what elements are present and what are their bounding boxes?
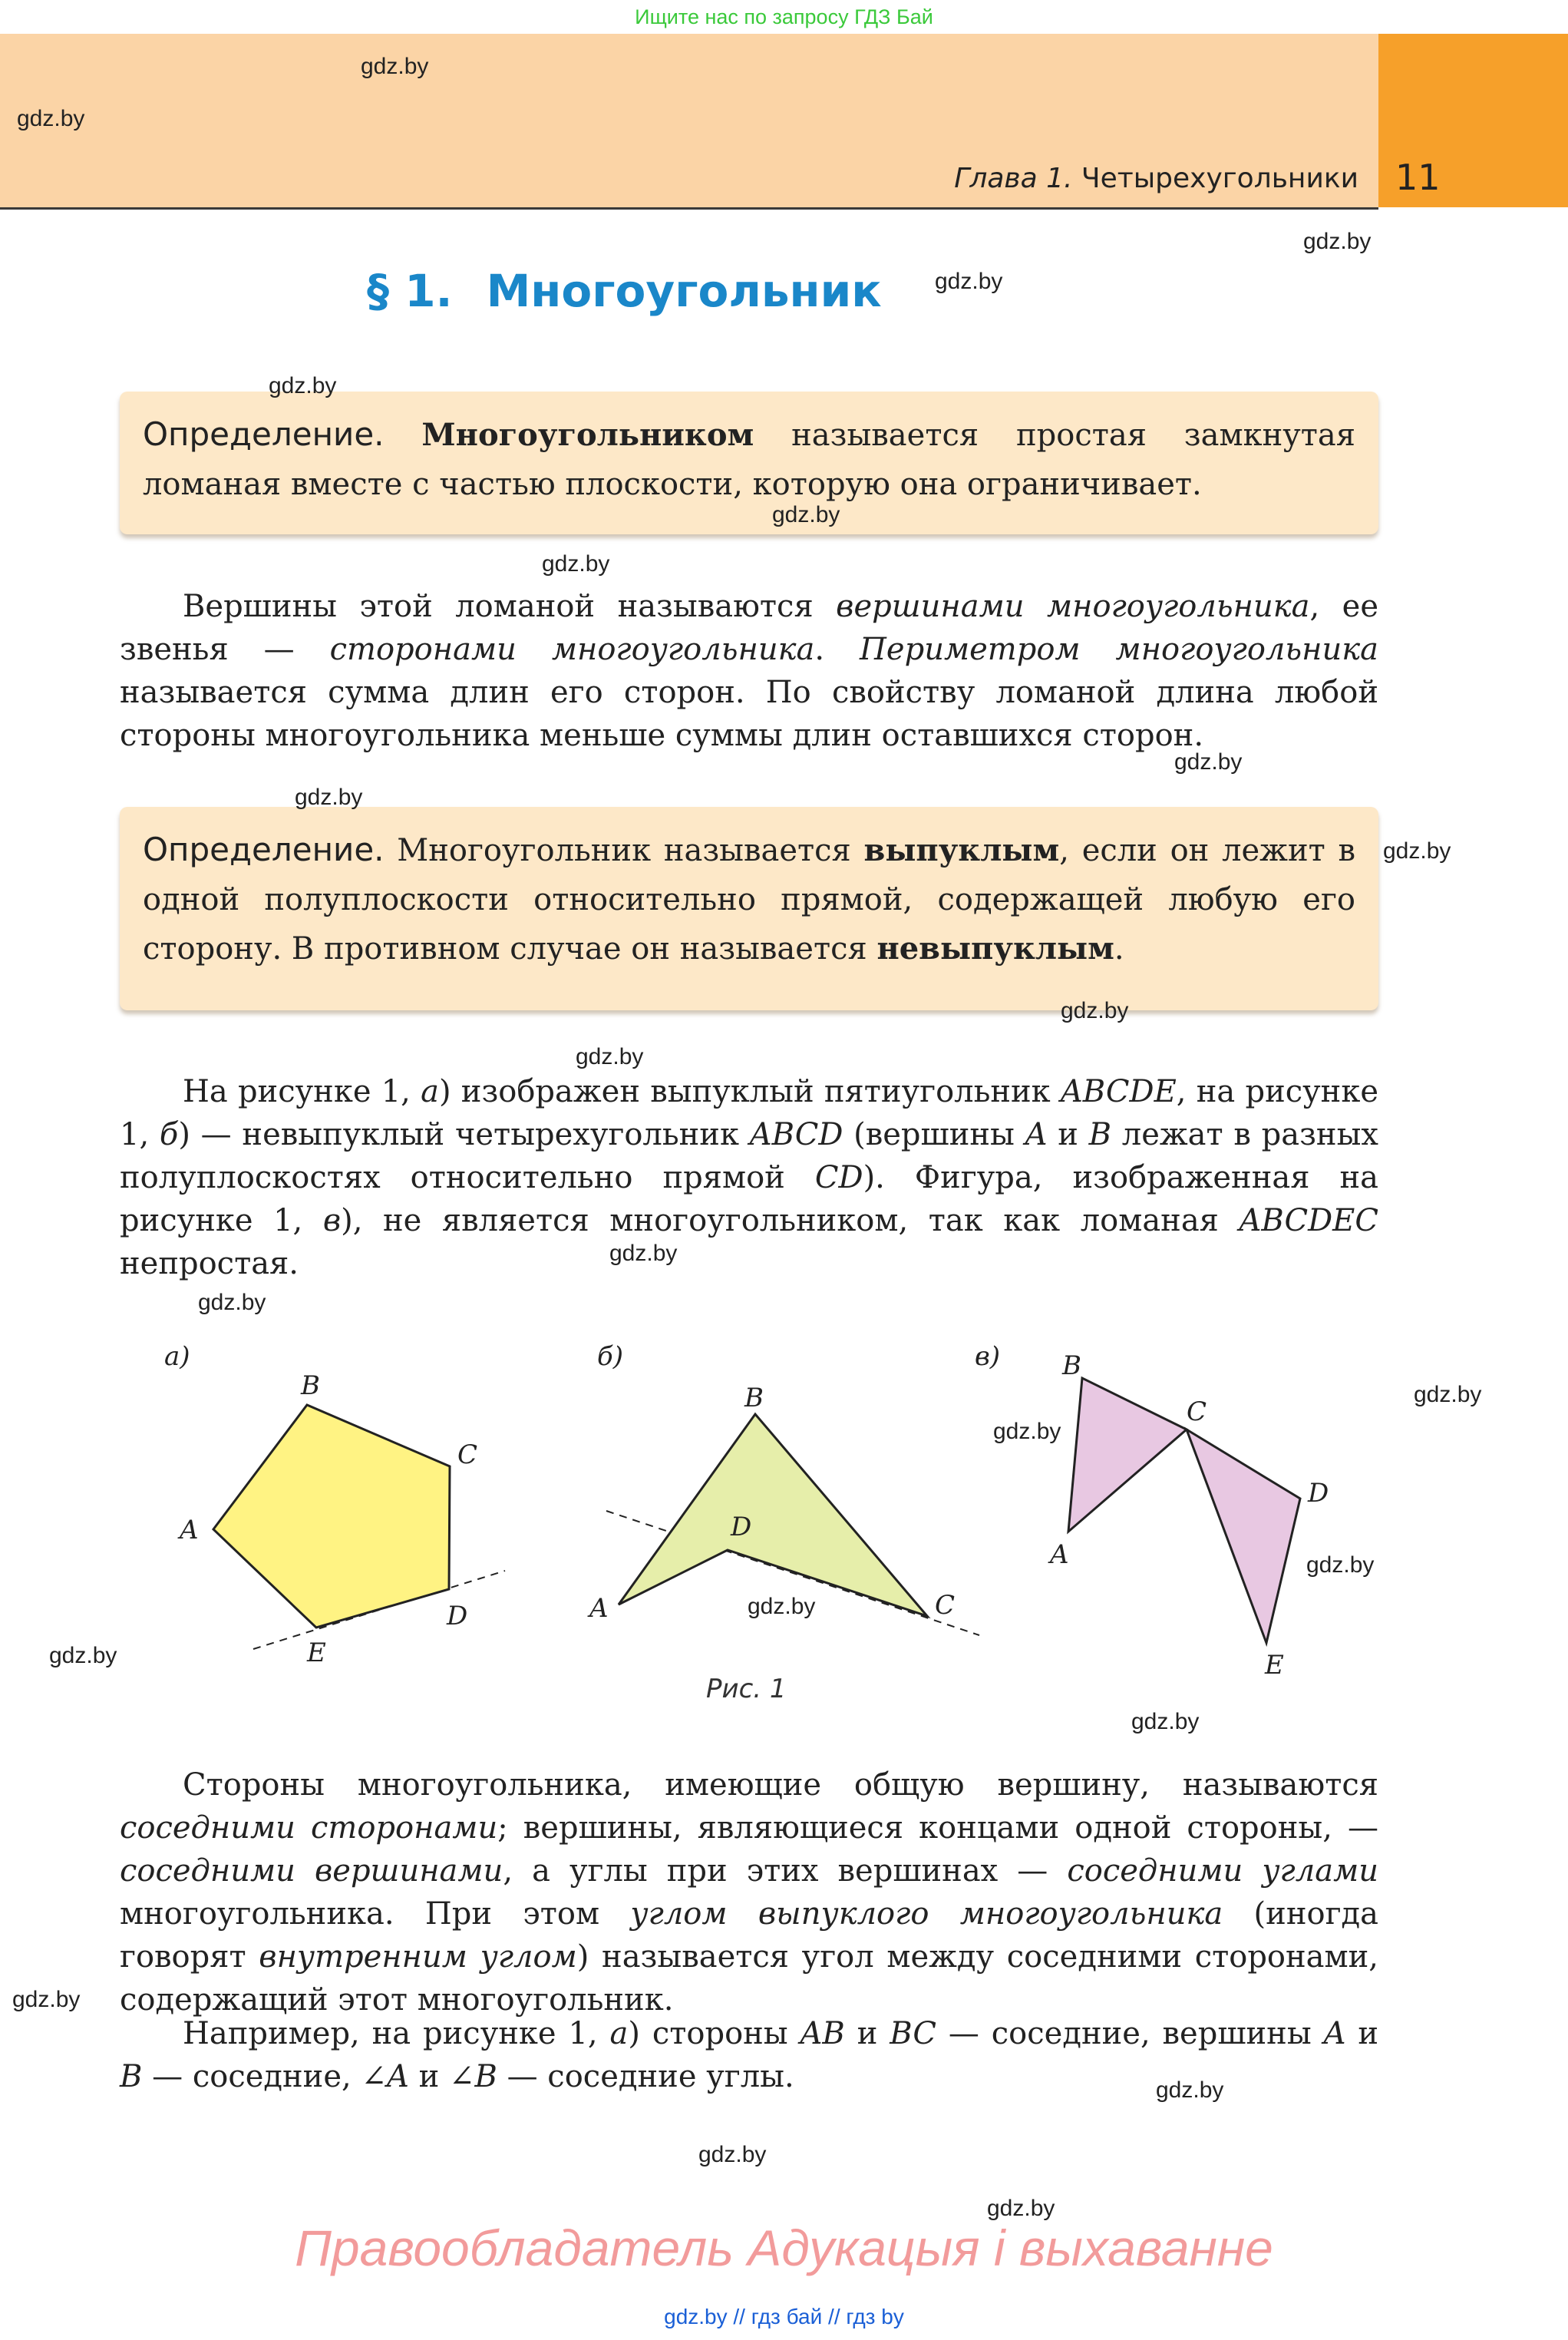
copyright-notice: Правообладатель Адукацыя і выхаванне	[295, 2219, 1273, 2276]
definition-box-polygon: Определение. Многоугольником называется простая замкнутая ломаная вместе с частью плоскости, которую она ограничивает.	[120, 392, 1378, 534]
watermark: gdz.by	[772, 502, 840, 527]
figure-caption: Рис. 1	[706, 1674, 787, 1704]
watermark: gdz.by	[49, 1643, 117, 1668]
panel-v-vertex-a: A	[1050, 1539, 1069, 1570]
watermark: gdz.by	[17, 106, 85, 131]
watermark: gdz.by	[1306, 1552, 1375, 1578]
figure-1	[0, 1336, 1568, 1704]
watermark: gdz.by	[987, 2196, 1055, 2221]
watermark: gdz.by	[542, 551, 610, 577]
watermark: gdz.by	[1061, 998, 1129, 1023]
panel-v-vertex-c: C	[1187, 1396, 1207, 1427]
definition-term: Многоугольником	[421, 417, 754, 453]
paragraph-adjacent: Стороны многоугольника, имеющие общую вершину, называются соседними сторонами; вершины, являющиеся концами одной стороны, — соседними вершинами, а углы при этих вершинах — соседними углами многоугольника. При этом углом выпуклого многоугольника (иногда говорят внутренним углом) называется угол между соседними сторонами, содержащий этот многоугольник.	[120, 1767, 1379, 2018]
paragraph-figure-description: На рисунке 1, а) изображен выпуклый пятиугольник ABCDE, на рисунке 1, б) — невыпуклый четырехугольник ABCD (вершины A и B лежат в разных полуплоскостях относительно прямой CD). Фигура, изображенная на рисунке 1, в), не является многоугольником, так как ломаная ABCDEC непростая.	[120, 1074, 1378, 1281]
watermark: gdz.by	[1156, 2077, 1224, 2103]
watermark: gdz.by	[361, 54, 429, 79]
definition-box-convex: Определение. Многоугольник называется выпуклым, если он лежит в одной полуплоскости относительно прямой, содержащей любую его сторону. В противном случае он называется невыпуклым.	[120, 807, 1378, 1010]
watermark: gdz.by	[935, 269, 1003, 294]
watermark: gdz.by	[1131, 1709, 1200, 1734]
panel-v-triangle-abc	[1068, 1378, 1187, 1532]
panel-b-vertex-a: A	[589, 1593, 609, 1624]
panel-v-vertex-e: E	[1265, 1650, 1284, 1681]
watermark: gdz.by	[1383, 838, 1451, 864]
watermark: gdz.by	[609, 1241, 678, 1266]
panel-a-vertex-c: C	[457, 1439, 478, 1470]
watermark: gdz.by	[269, 373, 337, 398]
definition-label: Определение.	[143, 415, 385, 453]
watermark: gdz.by	[576, 1044, 644, 1069]
paragraph-example: Например, на рисунке 1, а) стороны AB и BC — соседние, вершины A и B — соседние, ∠A и ∠B — соседние углы.	[120, 2016, 1379, 2094]
watermark: gdz.by	[295, 785, 363, 810]
panel-b-vertex-d: D	[731, 1512, 752, 1542]
watermark: gdz.by	[1303, 229, 1372, 254]
watermark: gdz.by	[1414, 1382, 1482, 1407]
top-banner: Ищите нас по запросу ГДЗ Бай	[635, 5, 933, 28]
bottom-links[interactable]: gdz.by // гдз бай // гдз by	[664, 2305, 904, 2328]
panel-a-vertex-b: B	[301, 1370, 320, 1401]
paragraph-vertices: Вершины этой ломаной называются вершинами многоугольника, ее звенья — сторонами многоугольника. Периметром многоугольника называется сумма длин его сторон. По свойству ломаной длина любой стороны многоугольника меньше суммы длин оставшихся сторон.	[120, 589, 1379, 753]
panel-b-vertex-c: C	[935, 1590, 956, 1621]
panel-v-vertex-d: D	[1308, 1478, 1329, 1509]
panel-a-vertex-d: D	[447, 1601, 468, 1631]
panel-a-vertex-e: E	[307, 1638, 326, 1668]
watermark: gdz.by	[748, 1594, 816, 1619]
panel-a-vertex-a: A	[180, 1515, 199, 1545]
panel-b-vertex-b: B	[744, 1383, 764, 1413]
panel-a-label: а)	[164, 1341, 190, 1372]
watermark: gdz.by	[198, 1290, 266, 1315]
panel-v-label: в)	[975, 1341, 1001, 1372]
chapter-title: Глава 1. Четырехугольники	[954, 163, 1358, 194]
watermark: gdz.by	[1174, 749, 1243, 775]
panel-a-pentagon	[213, 1405, 450, 1628]
panel-b-quadrilateral	[619, 1414, 927, 1616]
watermark: gdz.by	[993, 1419, 1061, 1444]
panel-b-label: б)	[597, 1341, 624, 1372]
watermark: gdz.by	[698, 2142, 767, 2167]
panel-v-triangle-cde	[1187, 1429, 1300, 1643]
panel-v-vertex-b: B	[1062, 1350, 1081, 1381]
definition-label: Определение.	[143, 831, 385, 868]
section-title: § 1. Многоугольник	[367, 265, 882, 317]
page-number: 11	[1395, 157, 1441, 198]
watermark: gdz.by	[12, 1987, 81, 2012]
